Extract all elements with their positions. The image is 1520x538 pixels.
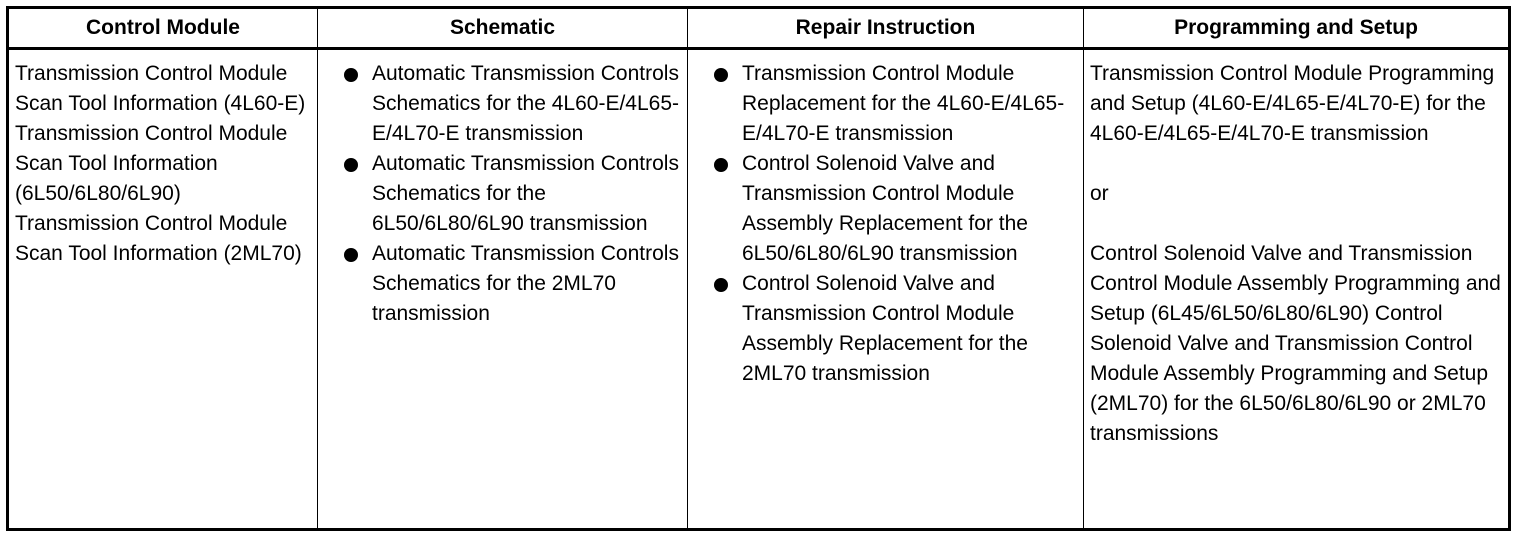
- list-item: [324, 149, 681, 239]
- repair-instruction-item: Transmission Control Module Replacement for the 4L60-E/4L65-E/4L70-E transmission: [742, 62, 1065, 145]
- programming-setup-cell: [1084, 49, 1510, 530]
- repair-instruction-item: Control Solenoid Valve and Transmission Control Module Assembly Replacement for the 6L50/6L80/6L90 transmission: [742, 152, 1028, 265]
- control-module-item: Transmission Control Module Scan Tool Information (2ML70): [15, 212, 302, 265]
- list-item: [694, 59, 1077, 149]
- table-row: [8, 49, 1510, 530]
- list-item: [324, 239, 681, 329]
- schematic-item: Automatic Transmission Controls Schematics for the 6L50/6L80/6L90 transmission: [372, 152, 679, 235]
- bullet-icon: [714, 68, 728, 82]
- header-row: [8, 8, 1510, 49]
- programming-setup-or: or: [1090, 182, 1109, 205]
- control-module-item: Transmission Control Module Scan Tool Information (4L60-E): [15, 62, 306, 115]
- repair-instruction-list: [694, 59, 1077, 389]
- paragraph-gap: [1090, 149, 1502, 179]
- bullet-icon: [344, 248, 358, 262]
- repair-instruction-cell: [688, 49, 1084, 530]
- header-schematic: Schematic: [318, 8, 688, 49]
- header-control-module: Control Module: [8, 8, 318, 49]
- schematic-item: Automatic Transmission Controls Schematics for the 4L60-E/4L65-E/4L70-E transmission: [372, 62, 680, 145]
- header-repair-instruction: Repair Instruction: [688, 8, 1084, 49]
- repair-instruction-item: Control Solenoid Valve and Transmission Control Module Assembly Replacement for the 2ML70 transmission: [742, 272, 1028, 385]
- programming-setup-first: Transmission Control Module Programming and Setup (4L60-E/4L65-E/4L70-E) for the 4L60-E/4L65-E/4L70-E transmission: [1090, 62, 1495, 145]
- paragraph-gap: [1090, 209, 1502, 239]
- bullet-icon: [344, 158, 358, 172]
- header-programming-setup: Programming and Setup: [1084, 8, 1510, 49]
- schematic-cell: [318, 49, 688, 530]
- bullet-icon: [714, 158, 728, 172]
- list-item: [694, 149, 1077, 269]
- schematic-list: [324, 59, 681, 329]
- programming-setup-second: Control Solenoid Valve and Transmission Control Module Assembly Programming and Setup (6L45/6L50/6L80/6L90) Control Solenoid Valve and Transmission Control Module Assembly Programming and Setup (2ML70) for the 6L50/6L80/6L90 or 2ML70 transmissions: [1090, 242, 1501, 445]
- bullet-icon: [714, 278, 728, 292]
- schematic-item: Automatic Transmission Controls Schematics for the 2ML70 transmission: [372, 242, 679, 325]
- list-item: [324, 59, 681, 149]
- list-item: [694, 269, 1077, 389]
- control-module-cell: [8, 49, 318, 530]
- bullet-icon: [344, 68, 358, 82]
- control-module-item: Transmission Control Module Scan Tool Information (6L50/6L80/6L90): [15, 122, 288, 205]
- reference-table: [6, 6, 1511, 531]
